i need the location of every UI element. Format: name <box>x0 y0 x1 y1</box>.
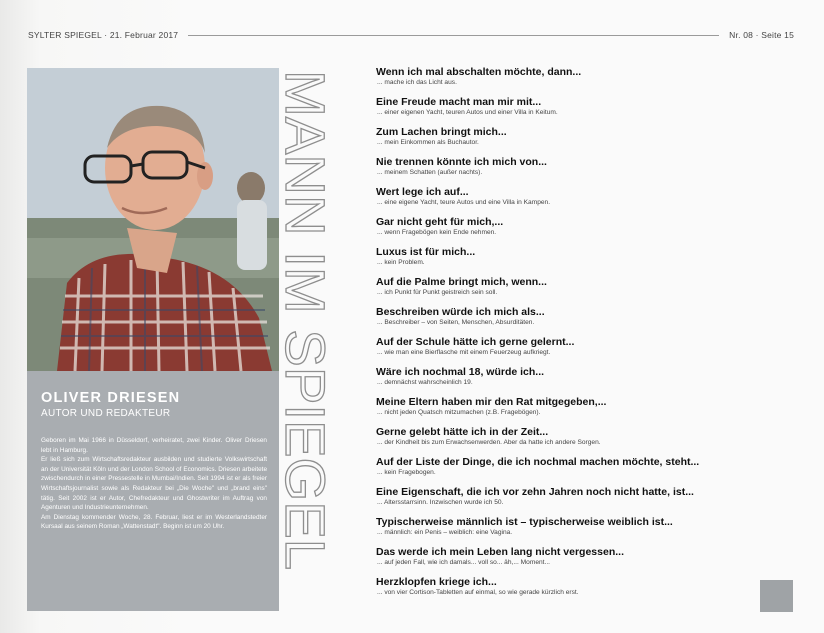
qa-item <box>376 396 786 426</box>
answer-text: ... kein Fragebogen. <box>377 469 436 476</box>
question-text: Das werde ich mein Leben lang nicht vergessen... <box>376 546 624 558</box>
feature-title-vertical <box>268 70 332 590</box>
portrait-photo <box>27 68 279 371</box>
qa-item <box>376 336 786 366</box>
answer-text: ... ich Punkt für Punkt geistreich sein soll. <box>377 289 498 296</box>
qa-item <box>376 486 786 516</box>
qa-item <box>376 576 786 606</box>
qa-item <box>376 216 786 246</box>
profile-role: AUTOR UND REDAKTEUR <box>41 408 171 419</box>
qa-item <box>376 366 786 396</box>
qa-item <box>376 546 786 576</box>
answer-text: ... demnächst wahrscheinlich 19. <box>377 379 473 386</box>
qa-item <box>376 126 786 156</box>
answer-text: ... kein Problem. <box>377 259 425 266</box>
question-text: Gar nicht geht für mich,... <box>376 216 504 228</box>
question-text: Nie trennen könnte ich mich von... <box>376 156 547 168</box>
profile-name: OLIVER DRIESEN <box>41 390 181 406</box>
question-text: Herzklopfen kriege ich... <box>376 576 497 588</box>
question-text: Auf der Schule hätte ich gerne gelernt... <box>376 336 575 348</box>
question-text: Wert lege ich auf... <box>376 186 469 198</box>
answer-text: ... auf jeden Fall, wie ich damals... voll so... äh,... Moment... <box>377 559 550 566</box>
question-text: Typischerweise männlich ist – typischerweise weiblich ist... <box>376 516 673 528</box>
qa-item <box>376 516 786 546</box>
feature-title-text: MANN IM SPIEGEL <box>274 70 332 568</box>
answer-text: ... Beschreiber – von Seiten, Menschen, Absurditäten. <box>377 319 535 326</box>
qa-item <box>376 306 786 336</box>
bio-paragraph: Geboren im Mai 1966 in Düsseldorf, verheiratet, zwei Kinder. Oliver Driesen lebt in Hamburg. <box>41 437 267 454</box>
qa-item <box>376 276 786 306</box>
answer-text: ... meinem Schatten (außer nachts). <box>377 169 483 176</box>
answer-text: ... von vier Cortison-Tabletten auf einmal, so wie gerade kürzlich erst. <box>377 589 579 596</box>
header-rule <box>188 35 719 36</box>
bio-paragraph: Am Dienstag kommender Woche, 28. Februar, liest er im Westerlandstedter Kursaal aus seinem Roman „Wattenstadt". Beginn ist um 20 Uhr. <box>41 513 267 531</box>
qa-item <box>376 456 786 486</box>
answer-text: ... der Kindheit bis zum Erwachsenwerden. Aber da hatte ich andere Sorgen. <box>377 439 601 446</box>
answer-text: ... einer eigenen Yacht, teuren Autos und einer Villa in Keitum. <box>377 109 558 116</box>
answer-text: ... nicht jeden Quatsch mitzumachen (z.B. Fragebögen). <box>377 409 541 416</box>
question-text: Wäre ich nochmal 18, würde ich... <box>376 366 545 378</box>
questionnaire <box>376 66 786 606</box>
question-text: Meine Eltern haben mir den Rat mitgegeben,... <box>376 396 607 408</box>
question-text: Eine Freude macht man mir mit... <box>376 96 542 108</box>
profile-bio <box>41 436 267 532</box>
qa-item <box>376 66 786 96</box>
question-text: Wenn ich mal abschalten möchte, dann... <box>376 66 582 78</box>
issue-page-number: Nr. 08 · Seite 15 <box>729 30 794 40</box>
bio-paragraph: Er ließ sich zum Wirtschaftsredakteur ausbilden und studierte Volkswirtschaft an der Universität Köln und der London School of Economics. Driesen arbeitete zwischendurch in einer Pressestelle in Mumbai/Indien. Seit 1994 ist er als freier Wirtschaftsjournalist sowie als Redakteur bei „Die Woche" und „brand eins" tätig. Seit 2002 ist er Autor, Chefredakteur und Ghostwriter im Auftrag von Agenturen und Industrieunternehmen. <box>41 456 267 512</box>
qa-item <box>376 426 786 456</box>
answer-text: ... wie man eine Bierflasche mit einem Feuerzeug aufkriegt. <box>377 349 551 356</box>
qa-item <box>376 186 786 216</box>
question-text: Luxus ist für mich... <box>376 246 476 258</box>
qa-item <box>376 246 786 276</box>
question-text: Eine Eigenschaft, die ich vor zehn Jahren noch nicht hatte, ist... <box>376 486 694 498</box>
question-text: Auf der Liste der Dinge, die ich nochmal machen möchte, steht... <box>376 456 700 468</box>
question-text: Gerne gelebt hätte ich in der Zeit... <box>376 426 549 438</box>
question-text: Auf die Palme bringt mich, wenn... <box>376 276 547 288</box>
question-text: Zum Lachen bringt mich... <box>376 126 507 138</box>
corner-block <box>760 580 793 612</box>
qa-item <box>376 96 786 126</box>
profile-sidebar <box>27 68 279 611</box>
answer-text: ... mein Einkommen als Buchautor. <box>377 139 479 146</box>
publication-dateline: SYLTER SPIEGEL · 21. Februar 2017 <box>28 30 179 40</box>
feature-title-svg <box>268 70 332 590</box>
answer-text: ... wenn Fragebögen kein Ende nehmen. <box>377 229 497 236</box>
answer-text: ... männlich: ein Penis – weiblich: eine Vagina. <box>377 529 513 536</box>
answer-text: ... Altersstarrsinn. Inzwischen wurde ich 50. <box>377 499 504 506</box>
answer-text: ... eine eigene Yacht, teure Autos und eine Villa in Kampen. <box>377 199 551 206</box>
page-header <box>28 28 794 42</box>
question-text: Beschreiben würde ich mich als... <box>376 306 545 318</box>
answer-text: ... mache ich das Licht aus. <box>377 79 457 86</box>
qa-item <box>376 156 786 186</box>
